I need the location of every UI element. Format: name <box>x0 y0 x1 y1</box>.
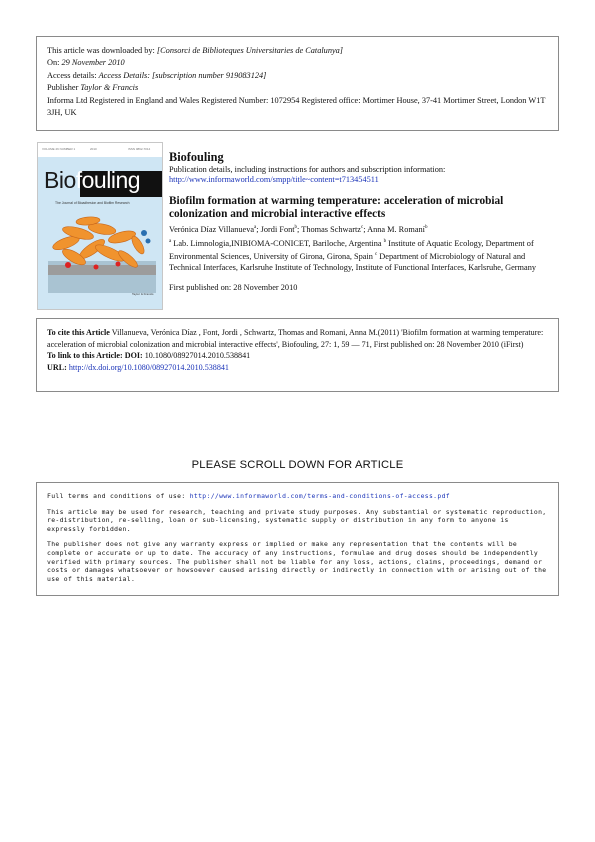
url-line: URL: http://dx.doi.org/10.1080/08927014.2010.538841 <box>47 362 229 372</box>
terms-url-link[interactable]: http://www.informaworld.com/terms-and-conditions-of-access.pdf <box>189 492 450 500</box>
doi-line: To link to this Article: DOI: 10.1080/08927014.2010.538841 <box>47 351 251 361</box>
publisher-line: Publisher Taylor & Francis <box>47 83 139 93</box>
download-date-value: 29 November 2010 <box>61 58 125 68</box>
publisher-value: Taylor & Francis <box>80 83 139 93</box>
access-details-value: Access Details: [subscription number 919083124] <box>98 70 267 80</box>
author-affiliations: $^a$ Lab. Limnologia,INIBIOMA-CONICET, Bariloche, Argentina $^b$ Institute of Aquatic Ecology, Department of Environmental Sciences, University of Girona, Girona, Spain $^c$ Department of Microbiology of Natural and Technical Interfaces, Karlsruhe Institute of Technology, Institute of Functional Interfaces, Karlsruhe, Germany <box>169 238 536 272</box>
cover-title: Biofouling <box>44 167 141 193</box>
journal-name: Biofouling <box>169 150 224 164</box>
citation-box <box>36 318 559 392</box>
first-published-date: First published on: 28 November 2010 <box>169 282 298 292</box>
terms-url-paragraph: Full terms and conditions of use: http://www.informaworld.com/terms-and-conditions-of-access.pdf <box>47 492 450 500</box>
publication-details: Publication details, including instructions for authors and subscription information: http://www.informaworld.com/smpp/title~content=t713454511 <box>169 165 559 185</box>
journal-cover-image <box>37 142 163 310</box>
author-list: Verónica Díaz Villanueva$^a$; Jordi Font$^b$; Thomas Schwartz$^c$; Anna M. Romaní$^b$ <box>169 225 428 235</box>
article-title: Biofilm formation at warming temperature: acceleration of microbial colonization and microbial interactive effects <box>169 195 504 221</box>
terms-usage-paragraph: This article may be used for research, teaching and private study purposes. Any substantial or systematic reproduction, re-distribution, re-selling, loan or sub-licensing, systematic supply or distribution in any form to anyone is expressly forbidden. <box>47 507 547 533</box>
terms-box <box>36 482 559 596</box>
doi-value: 10.1080/08927014.2010.538841 <box>142 351 251 361</box>
biofilm-illustration-icon <box>48 213 156 293</box>
downloaded-by-value: [Consorci de Biblioteques Universitaries de Catalunya] <box>156 46 344 55</box>
terms-warranty-paragraph: The publisher does not give any warranty express or implied or make any representation that the contents will be complete or accurate or up to date. The accuracy of any instructions, formulae and drug doses should be independently verified with primary sources. The publisher shall not be liable for any loss, actions, claims, proceedings, demand or costs or damages whatsoever or howsoever caused arising directly or indirectly in connection with or arising out of the use of this material. <box>47 540 547 583</box>
access-details-line: Access details: Access Details: [subscription number 919083124] <box>47 70 267 80</box>
download-info-box <box>36 36 559 131</box>
download-date-line: On: 29 November 2010 <box>47 58 125 68</box>
citation-text: To cite this Article Villanueva, Verónica Díaz , Font, Jordi , Schwartz, Thomas and Romani, Anna M.(2011) 'Biofilm formation at warming temperature: acceleration of microbial colonization and microbial interactive effects', Biofouling, 27: 1, 59 — 71, First published on: 28 November 2010 (iFirst) <box>47 328 544 349</box>
journal-url-link[interactable]: http://www.informaworld.com/smpp/title~content=t713454511 <box>169 175 379 185</box>
cover-topbar: VOLUME 26 NUMBER 1 2010 ISSN 0892-7014 <box>38 143 162 157</box>
publisher-logo: Taylor & Francis <box>132 292 154 296</box>
registered-office-line: Informa Ltd Registered in England and Wales Registered Number: 1072954 Registered office: Mortimer House, 37-41 Mortimer Street, London W1T 3JH, UK <box>47 95 546 118</box>
scroll-down-notice: PLEASE SCROLL DOWN FOR ARTICLE <box>191 459 404 471</box>
doi-url-link[interactable]: http://dx.doi.org/10.1080/08927014.2010.538841 <box>66 362 229 372</box>
downloaded-by-line: This article was downloaded by: [Consorci de Biblioteques Universitaries de Catalunya] <box>47 46 344 55</box>
citation-label: To cite this Article <box>47 328 110 337</box>
article-metadata <box>169 150 559 293</box>
cover-subtitle: The Journal of Bioadhesion and Biofilm Research <box>55 201 130 205</box>
